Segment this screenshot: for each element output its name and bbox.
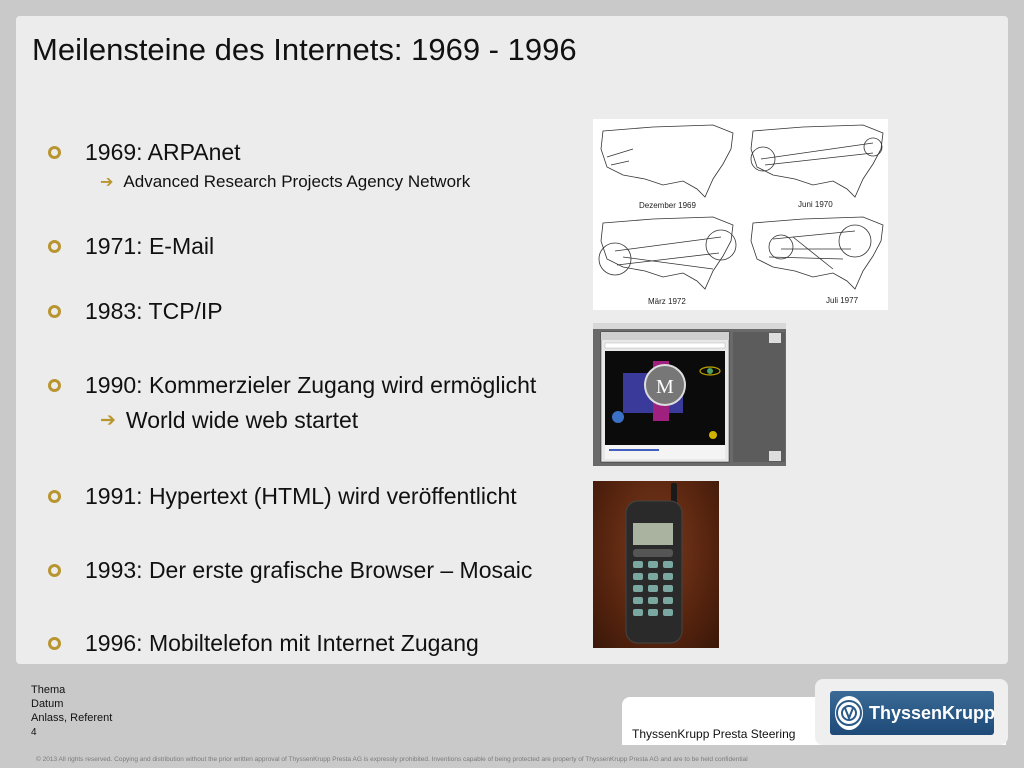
sub-bullet-www — [100, 407, 358, 434]
map-label-1969: Dezember 1969 — [639, 201, 696, 210]
footer-datum: Datum — [31, 698, 64, 710]
copyright-notice: © 2013 All rights reserved. Copying and distribution without the prior written approval of ThyssenKrupp Presta AG is expressly prohibited. Inventions capable of being protected are property of ThyssenKrupp Presta AG and are to be held confidential — [36, 756, 748, 763]
bullet-marker — [48, 564, 61, 577]
bullet-marker — [48, 240, 61, 253]
footer-meta — [31, 683, 112, 740]
bullet-text: 1993: Der erste grafische Browser – Mosaic — [85, 557, 533, 583]
arpanet-maps-image — [593, 119, 888, 310]
bullet-marker — [48, 379, 61, 392]
mobile-phone-image — [593, 481, 719, 648]
mosaic-browser-image — [593, 323, 786, 466]
bullet-text: 1971: E-Mail — [85, 233, 215, 259]
bullet-text: 1990: Kommerzieler Zugang wird ermöglicht — [85, 372, 537, 398]
bullet-text: 1983: TCP/IP — [85, 298, 223, 324]
sub-bullet-arpanet — [100, 172, 470, 192]
thyssenkrupp-logo — [830, 691, 994, 735]
logo-text: ThyssenKrupp — [869, 702, 996, 723]
bullet-marker — [48, 637, 61, 650]
bullet-1990 — [48, 372, 536, 399]
mobile-phone-drawing — [593, 481, 719, 648]
bullet-marker — [48, 146, 61, 159]
bullet-1993 — [48, 557, 532, 584]
svg-text:M: M — [656, 376, 674, 398]
sub-bullet-text: World wide web startet — [125, 407, 359, 433]
map-label-1972: März 1972 — [648, 297, 686, 306]
footer-company-name: ThyssenKrupp Presta Steering — [632, 727, 796, 741]
arrow-right-icon: ➔ — [100, 410, 116, 431]
mosaic-browser-drawing — [593, 323, 786, 466]
footer-thema: Thema — [31, 684, 66, 696]
bullet-text: 1969: ARPAnet — [85, 139, 241, 165]
page-number: 4 — [31, 727, 37, 738]
slide-title: Meilensteine des Internets: 1969 - 1996 — [32, 32, 577, 67]
bullet-text: 1996: Mobiltelefon mit Internet Zugang — [85, 630, 479, 656]
map-label-1977: Juli 1977 — [826, 296, 859, 305]
bullet-marker — [48, 305, 61, 318]
sub-bullet-text: Advanced Research Projects Agency Network — [123, 172, 471, 191]
bullet-1996 — [48, 630, 479, 657]
arrow-right-icon: ➔ — [100, 174, 114, 191]
arpanet-maps-drawing — [593, 119, 888, 310]
thyssenkrupp-emblem-icon — [835, 696, 863, 730]
footer-anlass: Anlass, Referent — [31, 712, 113, 724]
bullet-1971 — [48, 233, 214, 260]
bullet-marker — [48, 490, 61, 503]
bullet-text: 1991: Hypertext (HTML) wird veröffentlicht — [85, 483, 517, 509]
bullet-1969 — [48, 139, 241, 166]
map-label-1970: Juni 1970 — [798, 200, 833, 209]
bullet-1983 — [48, 298, 223, 325]
bullet-1991 — [48, 483, 517, 510]
